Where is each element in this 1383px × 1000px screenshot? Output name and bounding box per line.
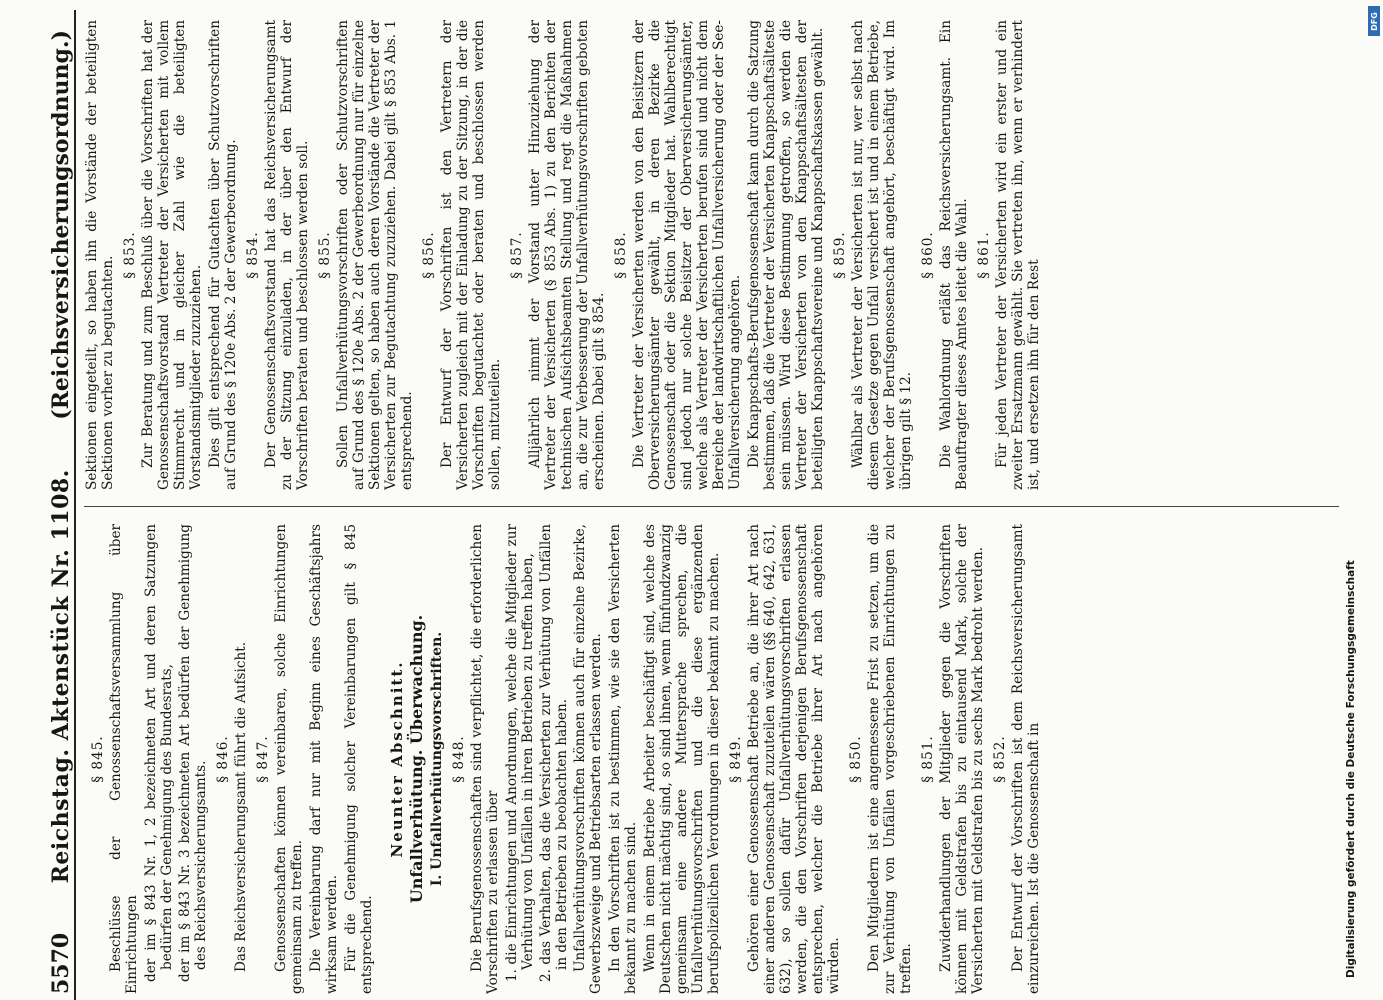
paragraph: Der Entwurf der Vorschriften ist den Vertretern der Versicherten zugleich mit der Einladung zu der Sitzung, in der die Vorschriften begutachtet oder beraten und beschlossen werden sollen, mitzuteilen. (439, 20, 503, 490)
section-number: § 860. (920, 231, 936, 279)
paragraph: Unfallverhütungsvorschriften können auch für einzelne Bezirke, Gewerbszweige und Betriebsarten erlassen werden. (572, 524, 604, 994)
rotated-document-page (28, 10, 1358, 1000)
page-number: 5570 (48, 932, 74, 994)
paragraph: Der Entwurf der Vorschriften ist dem Reichsversicherungsamt einzureichen. Ist die Genossenschaft in (1010, 524, 1042, 994)
paragraph: Den Mitgliedern ist eine angemessene Frist zu setzen, um die zur Verhütung von Unfällen vorgeschriebenen Einrichtungen zu treffen. (866, 524, 914, 994)
paragraph: Die Vereinbarung darf nur mit Beginn eines Geschäftsjahrs wirksam werden. (308, 524, 340, 994)
paragraph: Wählbar als Vertreter der Versicherten ist nur, wer selbst nach diesem Gesetze gegen Unfall versichert ist und in einem Betriebe, welcher der Berufsgenossenschaft angehört, beschäftigt wird. Im übrigen gilt § 12. (850, 20, 914, 490)
paragraph: Die Knappschafts-Berufsgenossenschaft kann durch die Satzung bestimmen, daß die Vertreter der Versicherten Knappschaftsälteste sein müssen. Wird diese Bestimmung getroffen, so werden die Vertreter der Versicherten von den Knappschaftsältesten der beteiligten Knappschaftsvereine und Knappschaftskassen gewählt. (746, 20, 826, 490)
section-number: § 852. (992, 735, 1008, 783)
list-item: 2. das Verhalten, das die Versicherten zur Verhütung von Unfällen in den Betrieben zu beobachten haben. (538, 524, 570, 982)
subchapter-title: I. Unfallverhütungsvorschriften. (429, 631, 445, 887)
section-number: § 859. (832, 231, 848, 279)
paragraph: Sektionen eingeteilt, so haben ihn die Vorstände der beteiligten Sektionen vorher zu begutachten. (84, 20, 116, 490)
dfg-logo-text: DFG (1369, 11, 1379, 31)
paragraph: Die Vertreter der Versicherten werden von den Beisitzern der Oberversicherungsämter gewählt, in deren Bezirke die Genossenschaft oder die Sektion Mitglieder hat. Wahlberechtigt sind jedoch nur solche Beisitzer der Oberversicherungsämter, welche als Vertreter der Versicherten berufen sind und nicht dem Bereiche der landwirtschaftlichen Unfallversicherung oder der See-Unfallversicherung angehören. (631, 20, 743, 490)
paragraph: Wenn in einem Betriebe Arbeiter beschäftigt sind, welche des Deutschen nicht mächtig sind, so sind ihnen, wenn fünfundzwanzig gemeinsam eine andere Muttersprache sprechen, die Unfallverhütungsvorschriften und die diese ergänzenden berufspolizeilichen Verordnungen in dieser bekannt zu machen. (642, 524, 722, 994)
paragraph: Gehören einer Genossenschaft Betriebe an, die ihrer Art nach einer anderen Genossenschaft zuzuteilen wären (§§ 640, 642, 631, 632), so sollen dafür Unfallverhütungsvorschriften erlassen werden, die den Vorschriften derjenigen Berufsgenossenschaft entsprechen, welcher die Betriebe ihrer Art nach angehören würden. (746, 524, 842, 994)
list-item: der im § 843 Nr. 3 bezeichneten Art bedürfen der Genehmigung des Reichsversicherungsamts. (177, 524, 209, 982)
section-number: § 845. (90, 735, 106, 783)
page-title: Reichstag. Aktenstück Nr. 1108. (48, 469, 74, 884)
column-divider (84, 506, 1339, 507)
section-number: § 858. (613, 231, 629, 279)
section-number: § 847. (255, 735, 271, 783)
page-header (28, 10, 76, 1000)
section-number: § 850. (848, 735, 864, 783)
list-item: 1. die Einrichtungen und Anordnungen, welche die Mitglieder zur Verhütung von Unfällen in ihren Betrieben zu treffen haben, (504, 524, 536, 982)
paragraph: Für die Genehmigung solcher Vereinbarungen gilt § 845 entsprechend. (343, 524, 375, 994)
right-column (84, 20, 1344, 490)
paragraph: Zur Beratung und zum Beschluß über die Vorschriften hat der Genossenschaftsvorstand Vertreter der Versicherten mit vollem Stimmrecht und in gleicher Zahl wie die beteiligten Vorstandsmitglieder zuzuziehen. (140, 20, 204, 490)
dfg-logo (1368, 6, 1380, 36)
section-number: § 857. (509, 231, 525, 279)
paragraph: Genossenschaften können vereinbaren, solche Einrichtungen gemeinsam zu treffen. (273, 524, 305, 994)
section-number: § 851. (920, 735, 936, 783)
paragraph: Alljährlich nimmt der Vorstand unter Hinzuziehung der Vertreter der Versicherten (§ 853 Abs. 1) zu den Berichten der technischen Aufsichtsbeamten Stellung und regt die Maßnahmen an, die zur Verbesserung der Unfallverhütungsvorschriften geboten erscheinen. Dabei gilt § 854. (527, 20, 607, 490)
section-number: § 854. (245, 231, 261, 279)
paragraph: Sollen Unfallverhütungsvorschriften oder Schutzvorschriften auf Grund des § 120e Abs. 2 der Gewerbeordnung nur für einzelne Sektionen gelten, so haben auch deren Vorstände die Vertreter der Versicherten zur Begutachtung zuzuziehen. Dabei gilt § 853 Abs. 1 entsprechend. (335, 20, 415, 490)
paragraph: Zuwiderhandlungen der Mitglieder gegen die Vorschriften können mit Geldstrafen bis zu eintausend Mark, solche der Versicherten mit Geldstrafen bis zu sechs Mark bedroht werden. (938, 524, 986, 994)
paragraph: Die Wahlordnung erläßt das Reichsversicherungsamt. Ein Beauftragter dieses Amtes leitet die Wahl. (938, 20, 970, 490)
left-column (84, 524, 1344, 994)
section-number: § 848. (451, 735, 467, 783)
digitization-note (1345, 8, 1359, 998)
section-number: § 849. (728, 735, 744, 783)
chapter-heading: Neunter Abschnitt. (388, 660, 406, 858)
section-number: § 861. (976, 231, 992, 279)
chapter-title: Unfallverhütung. Überwachung. (407, 614, 426, 904)
list-item: der im § 843 Nr. 1, 2 bezeichneten Art und deren Satzungen bedürfen der Genehmigung des Bundesrats, (143, 524, 175, 982)
section-number: § 846. (215, 735, 231, 783)
paragraph: Das Reichsversicherungsamt führt die Aufsicht. (233, 641, 249, 972)
section-number: § 853. (122, 231, 138, 279)
section-number: § 855. (317, 231, 333, 279)
paragraph: Der Genossenschaftsvorstand hat das Reichsversicherungsamt zu der Sitzung einzuladen, in der über den Entwurf der Vorschriften beraten und beschlossen werden soll. (263, 20, 311, 490)
section-number: § 856. (421, 231, 437, 279)
paragraph: Beschlüsse der Genossenschaftsversammlung über Einrichtungen (108, 524, 140, 994)
digitization-note-text: Digitalisierung gefördert durch die Deutsche Forschungsgemeinschaft (1345, 560, 1357, 978)
page-subtitle: (Reichsversicherungsordnung.) (48, 30, 74, 420)
paragraph: Für jeden Vertreter der Versicherten wird ein erster und ein zweiter Ersatzmann gewählt. Sie vertreten ihn, wenn er verhindert ist, und ersetzen ihn für den Rest (994, 20, 1042, 490)
paragraph: In den Vorschriften ist zu bestimmen, wie sie den Versicherten bekannt zu machen sind. (607, 524, 639, 994)
paragraph: Die Berufsgenossenschaften sind verpflichtet, die erforderlichen Vorschriften zu erlassen über (469, 524, 501, 994)
paragraph: Dies gilt entsprechend für Gutachten über Schutzvorschriften auf Grund des § 120e Abs. 2 der Gewerbeordnung. (207, 20, 239, 490)
